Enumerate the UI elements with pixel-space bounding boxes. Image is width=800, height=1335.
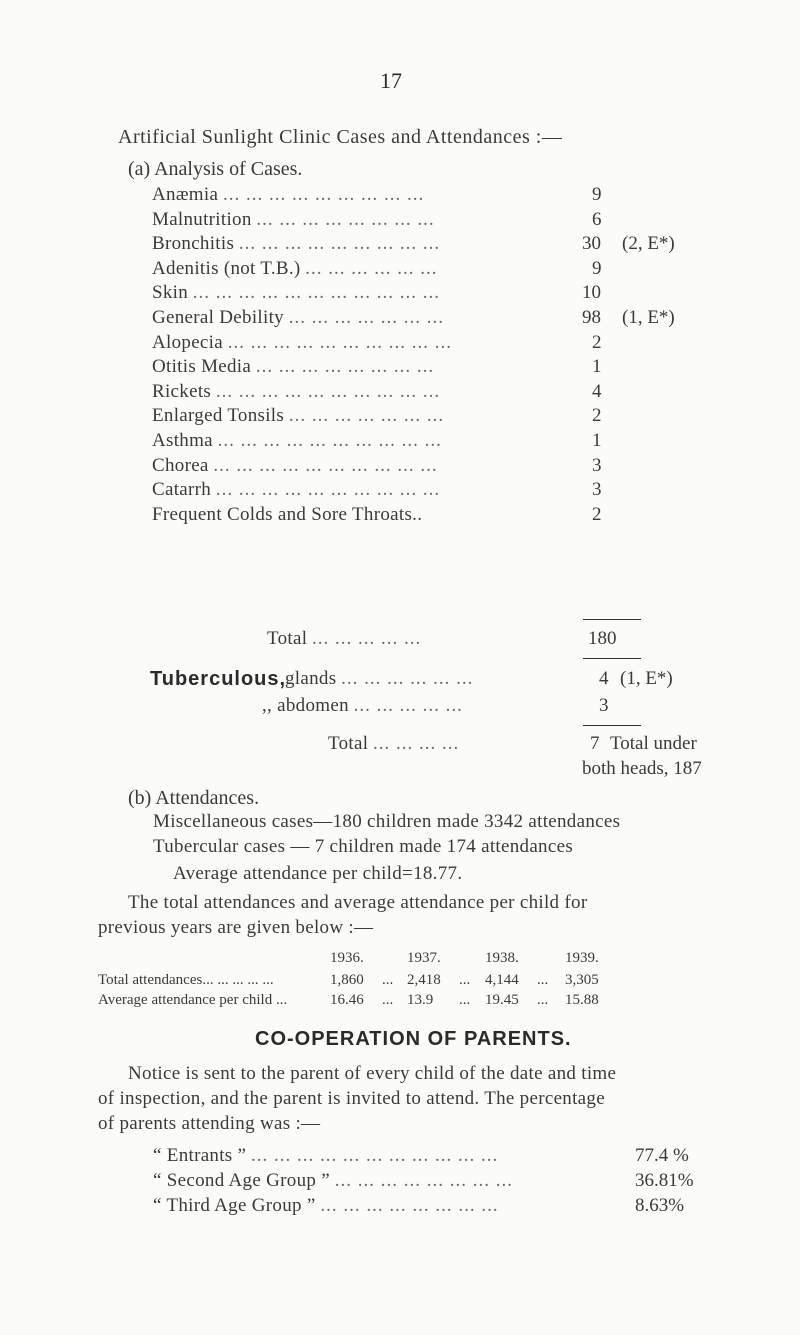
- case-row: [152, 479, 612, 501]
- table-sep: ...: [537, 992, 549, 1008]
- case-dots: ... ... ... ... ... ... ... ... ... ...: [215, 380, 441, 402]
- case-value: 1: [592, 430, 602, 451]
- section-b-heading: (b) Attendances.: [128, 787, 260, 809]
- case-row: [152, 405, 612, 427]
- case-row: [152, 332, 612, 354]
- tb-total-row: [328, 733, 758, 755]
- case-row: [152, 184, 612, 206]
- section-a-heading: (a) Analysis of Cases.: [128, 158, 303, 180]
- case-dots: ... ... ... ... ... ... ... ... ...: [238, 233, 441, 255]
- table-cell: 4,144: [485, 972, 519, 988]
- case-note: (2, E*): [622, 233, 675, 255]
- case-label: Anæmia: [152, 184, 219, 205]
- case-row: [152, 307, 675, 329]
- year-header: 1936.: [330, 950, 364, 966]
- case-label: Frequent Colds and Sore Throats..: [152, 503, 423, 525]
- case-dots: ... ... ... ... ... ... ... ... ...: [222, 184, 425, 205]
- year-header: 1938.: [485, 950, 519, 966]
- tb-total-dots: ... ... ... ...: [373, 733, 460, 754]
- coop-para-line: of inspection, and the parent is invited to attend. The percentage: [98, 1088, 605, 1109]
- case-label: Bronchitis: [152, 233, 235, 255]
- case-dots: ... ... ... ... ... ... ... ... ... ...: [217, 430, 442, 451]
- table-row-label: Total attendances... ... ... ... ...: [98, 972, 274, 988]
- case-value: 9: [592, 257, 602, 279]
- tb-total-label: Total: [328, 733, 369, 754]
- case-note: (1, E*): [622, 307, 675, 328]
- case-label: Asthma: [152, 430, 213, 451]
- case-dots: ... ... ... ... ... ... ... ...: [256, 208, 435, 230]
- cases-total-dots: ... ... ... ... ...: [312, 628, 422, 649]
- percentage-row: [153, 1145, 713, 1167]
- page-title: Artificial Sunlight Clinic Cases and Attendances :—: [118, 126, 563, 148]
- tuberculous-heading: Tuberculous,: [150, 668, 287, 690]
- case-dots: ... ... ... ... ... ... ...: [288, 405, 445, 427]
- case-row: [152, 282, 612, 304]
- case-row: [152, 356, 612, 378]
- table-cell: 2,418: [407, 972, 441, 988]
- case-row: [152, 381, 612, 403]
- tb-row-label: ,, abdomen: [262, 695, 349, 716]
- case-label: Chorea: [152, 454, 209, 476]
- percentage-value: 36.81%: [635, 1170, 694, 1191]
- table-cell: 3,305: [565, 972, 599, 988]
- case-value: 6: [592, 208, 602, 230]
- tb-total-rule: [583, 725, 641, 726]
- tb-row-label: glands: [285, 668, 337, 689]
- case-value: 3: [592, 479, 602, 501]
- tb-row-note: (1, E*): [620, 668, 673, 689]
- percentage-dots: ... ... ... ... ... ... ... ...: [334, 1170, 513, 1191]
- case-value: 4: [592, 380, 602, 402]
- year-header: 1939.: [565, 950, 599, 966]
- tb-row-value: 3: [599, 695, 609, 716]
- tb-total-note: Total under: [610, 733, 697, 754]
- table-sep: ...: [382, 992, 394, 1008]
- case-value: 9: [592, 184, 602, 205]
- table-sep: ...: [382, 972, 394, 988]
- case-dots: ... ... ... ... ... ... ... ... ... ...: [227, 331, 452, 353]
- table-sep: ...: [459, 992, 471, 1008]
- case-label: Skin: [152, 282, 189, 304]
- case-label: Adenitis (not T.B.): [152, 257, 301, 279]
- table-sep: ...: [537, 972, 549, 988]
- tb-row-glands: [285, 668, 685, 690]
- percentage-label: “ Third Age Group ”: [153, 1195, 316, 1216]
- case-value: 2: [592, 405, 602, 427]
- tb-total-note-line2: both heads, 187: [582, 758, 702, 779]
- percentage-value: 77.4 %: [635, 1145, 689, 1166]
- case-dots: ... ... ... ... ... ...: [305, 257, 438, 279]
- cases-total-value: 180: [588, 628, 617, 649]
- case-label: General Debility: [152, 307, 284, 328]
- table-cell: 15.88: [565, 992, 599, 1008]
- year-header: 1937.: [407, 950, 441, 966]
- table-cell: 19.45: [485, 992, 519, 1008]
- percentage-label: “ Entrants ”: [153, 1145, 247, 1166]
- page-number: 17: [380, 68, 402, 93]
- percentage-dots: ... ... ... ... ... ... ... ...: [320, 1195, 499, 1216]
- table-sep: ...: [459, 972, 471, 988]
- tb-row-dots: ... ... ... ... ... ...: [341, 668, 474, 689]
- prev-years-para-2: previous years are given below :—: [98, 917, 374, 938]
- tb-row-abdomen: [262, 695, 682, 717]
- case-label: Rickets: [152, 380, 212, 402]
- case-label: Alopecia: [152, 331, 223, 353]
- case-row: [152, 430, 612, 452]
- table-cell: 13.9: [407, 992, 434, 1008]
- attendance-line: Tubercular cases — 7 children made 174 attendances: [153, 836, 574, 857]
- case-value: 2: [592, 503, 602, 525]
- case-row: [152, 455, 612, 477]
- case-label: Otitis Media: [152, 356, 252, 378]
- percentage-row: [153, 1195, 713, 1217]
- case-value: 2: [592, 331, 602, 353]
- percentage-value: 8.63%: [635, 1195, 685, 1216]
- attendance-line: Miscellaneous cases—180 children made 3342 attendances: [153, 811, 621, 832]
- case-row: [152, 209, 612, 231]
- cooperation-heading: CO-OPERATION OF PARENTS.: [255, 1028, 572, 1050]
- table-cell: 16.46: [330, 992, 364, 1008]
- case-value: 3: [592, 454, 602, 476]
- attendance-line: Average attendance per child=18.77.: [173, 863, 463, 884]
- percentage-dots: ... ... ... ... ... ... ... ... ... ... ...: [251, 1145, 499, 1166]
- coop-para-line: of parents attending was :—: [98, 1113, 321, 1134]
- prev-years-para: The total attendances and average attendance per child for: [128, 892, 588, 913]
- case-label: Catarrh: [152, 479, 212, 501]
- coop-para-line: Notice is sent to the parent of every child of the date and time: [128, 1063, 617, 1084]
- table-cell: 1,860: [330, 972, 364, 988]
- case-value: 98: [582, 307, 601, 328]
- case-row: [152, 504, 612, 526]
- case-dots: ... ... ... ... ... ... ... ... ... ...: [215, 479, 441, 501]
- tb-row-dots: ... ... ... ... ...: [353, 695, 463, 716]
- cases-total-label: Total: [267, 628, 308, 649]
- table-row-label: Average attendance per child ...: [98, 992, 288, 1008]
- case-value: 30: [582, 233, 601, 255]
- case-value: 1: [592, 356, 602, 378]
- tb-total-value: 7: [590, 733, 600, 754]
- case-value: 10: [582, 282, 601, 304]
- case-label: Malnutrition: [152, 208, 252, 230]
- total-rule-2: [583, 658, 641, 659]
- case-dots: ... ... ... ... ... ... ... ... ... ...: [213, 454, 438, 476]
- case-row: [152, 233, 675, 255]
- case-dots: ... ... ... ... ... ... ... ... ... ... ...: [192, 282, 441, 304]
- case-label: Enlarged Tonsils: [152, 405, 285, 427]
- total-rule: [583, 619, 641, 620]
- percentage-row: [153, 1170, 713, 1192]
- case-dots: ... ... ... ... ... ... ... ...: [255, 356, 435, 378]
- case-dots: ... ... ... ... ... ... ...: [288, 307, 444, 328]
- tb-row-value: 4: [599, 668, 609, 689]
- percentage-label: “ Second Age Group ”: [153, 1170, 330, 1191]
- case-row: [152, 258, 612, 280]
